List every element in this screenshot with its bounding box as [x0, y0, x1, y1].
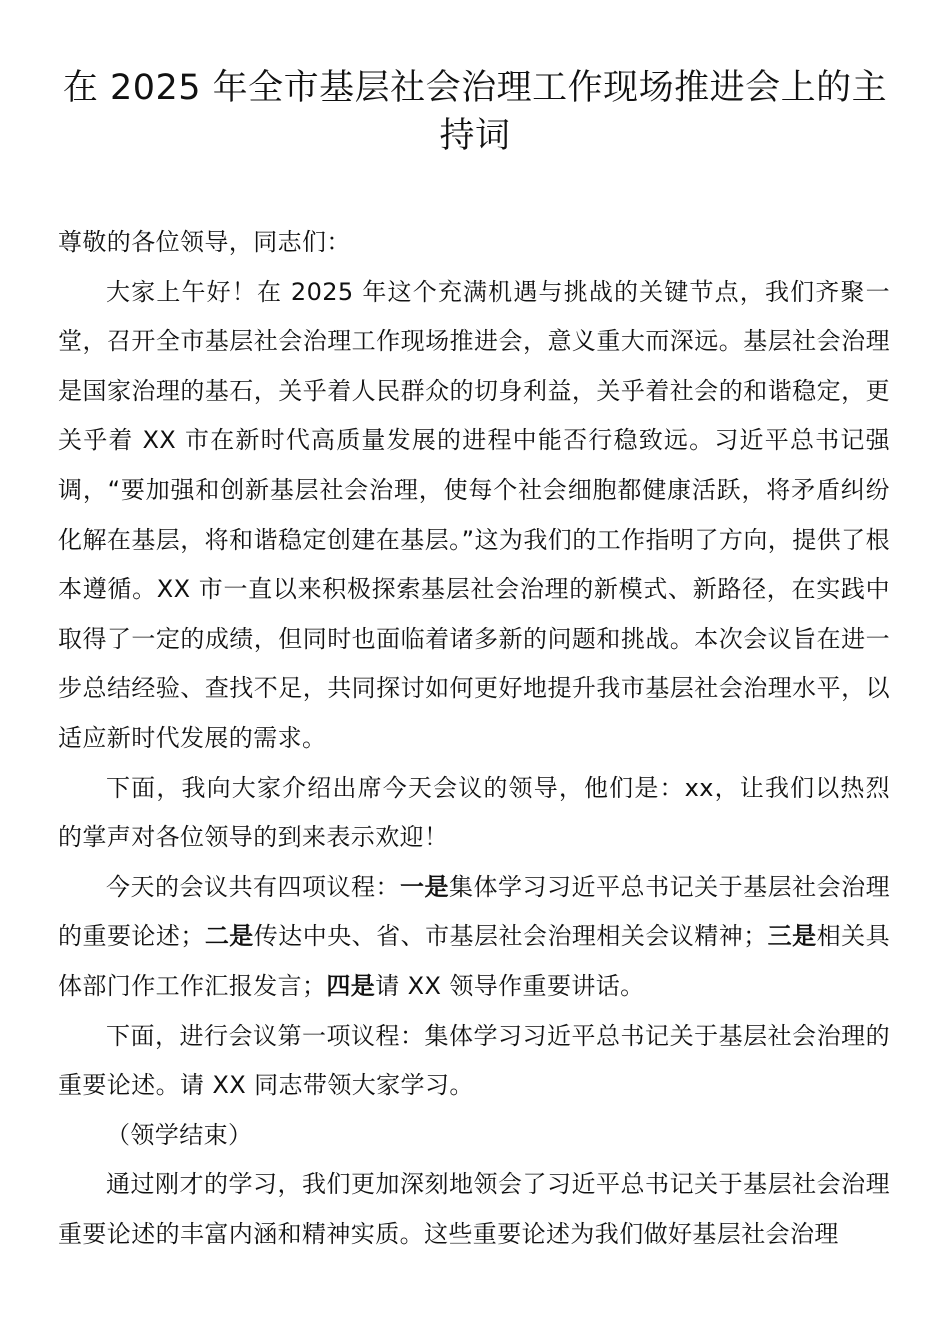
agenda-intro: 今天的会议共有四项议程： [106, 872, 401, 901]
agenda-item-3-text: 相关具体部门作工作汇报发言； [58, 922, 890, 1000]
agenda-item-3-label: 三是 [767, 922, 817, 951]
agenda-item-4-label: 四是 [326, 971, 376, 1000]
stage-note: （领学结束） [106, 1120, 253, 1149]
salutation: 尊敬的各位领导，同志们： [58, 228, 351, 256]
agenda-item-4-text: 请 XX 领导作重要讲话。 [375, 971, 645, 1000]
document-title: 在 2025 年全市基层社会治理工作现场推进会上的主持词 [62, 68, 888, 156]
paragraph-first-agenda: 下面，进行会议第一项议程：集体学习习近平总书记关于基层社会治理的重要论述。请 XX 同志带领大家学习。 [58, 1021, 890, 1100]
document-body [58, 218, 890, 1259]
agenda-item-1-text: 集体学习习近平总书记关于基层社会治理的重要论述； [58, 872, 890, 951]
paragraph-leaders-intro: 下面，我向大家介绍出席今天会议的领导，他们是：xx，让我们以热烈的掌声对各位领导的到来表示欢迎！ [58, 773, 890, 852]
paragraph-agenda [58, 863, 890, 1012]
agenda-item-2-label: 二是 [204, 922, 254, 951]
agenda-item-2-text: 传达中央、省、市基层社会治理相关会议精神； [253, 922, 768, 951]
agenda-item-1-label: 一是 [400, 872, 450, 901]
paragraph-after-study: 通过刚才的学习，我们更加深刻地领会了习近平总书记关于基层社会治理重要论述的丰富内涵和精神实质。这些重要论述为我们做好基层社会治理 [58, 1170, 890, 1248]
paragraph-opening: 大家上午好！在 2025 年这个充满机遇与挑战的关键节点，我们齐聚一堂，召开全市基层社会治理工作现场推进会，意义重大而深远。基层社会治理是国家治理的基石，关乎着人民群众的切身利益，关乎着社会的和谐稳定，更关乎着 XX 市在新时代高质量发展的进程中能否行稳致远。习近平总书记强调，“要加强和创新基层社会治理，使每个社会细胞都健康活跃，将矛盾纠纷化解在基层，将和谐稳定创建在基层。”这为我们的工作指明了方向，提供了根本遵循。XX 市一直以来积极探索基层社会治理的新模式、新路径，在实践中取得了一定的成绩，但同时也面临着诸多新的问题和挑战。本次会议旨在进一步总结经验、查找不足，共同探讨如何更好地提升我市基层社会治理水平，以适应新时代发展的需求。 [58, 277, 890, 752]
